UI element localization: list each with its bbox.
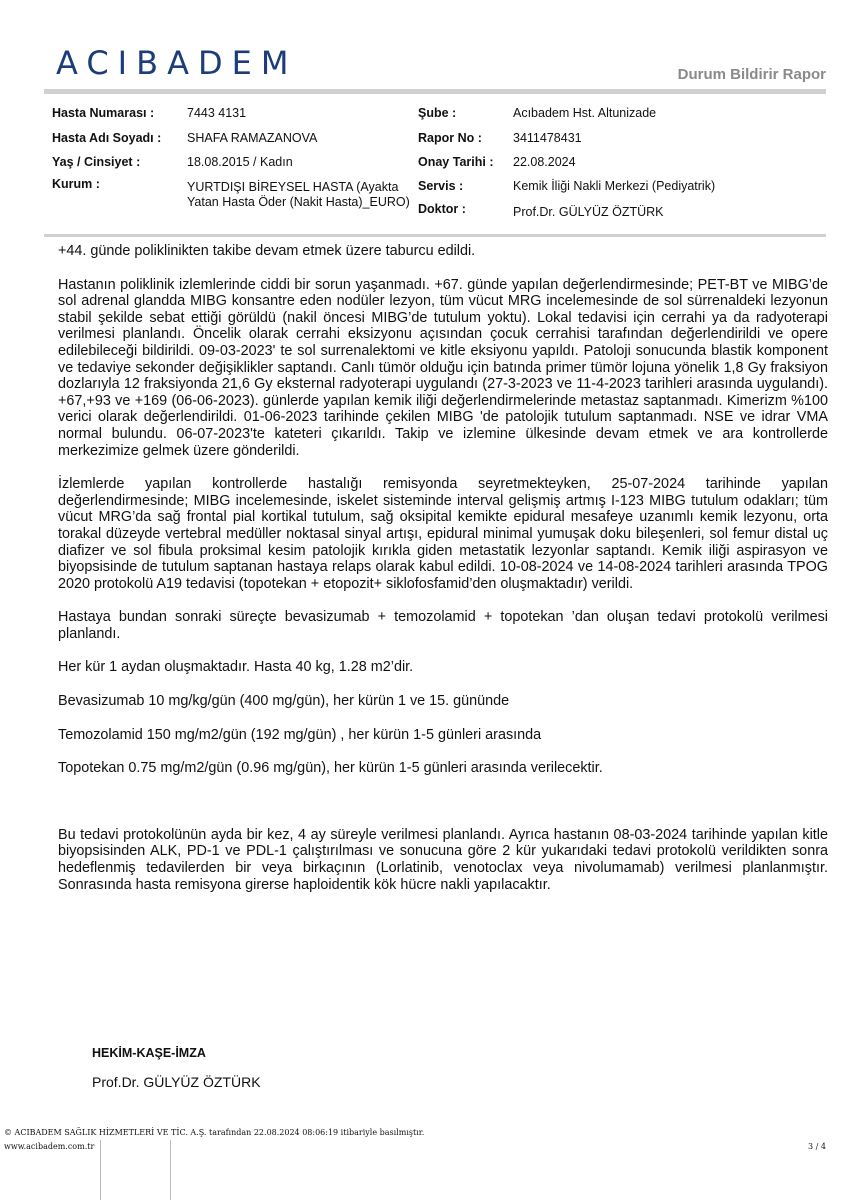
patient-name-label: Hasta Adı Soyadı :: [52, 131, 162, 145]
paragraph-bevacizumab: Bevasizumab 10 mg/kg/gün (400 mg/gün), her kürün 1 ve 15. gününde: [58, 693, 510, 710]
age-gender: 18.08.2015 / Kadın: [187, 155, 293, 169]
paragraph-cycle: Her kür 1 aydan oluşmaktadır. Hasta 40 kg, 1.28 m2’dir.: [58, 659, 414, 676]
paragraph-temozolamide: Temozolamid 150 mg/m2/gün (192 mg/gün) , her kürün 1-5 günleri arasında: [58, 726, 542, 743]
branch-label: Şube :: [418, 106, 457, 120]
institution: YURTDIŞI BİREYSEL HASTA (Ayakta Yatan Hasta Öder (Nakit Hasta)_EURO): [187, 180, 410, 209]
report-no-label: Rapor No :: [418, 131, 482, 145]
signature-label: HEKİM-KAŞE-İMZA: [92, 1046, 206, 1060]
patient-number-label: Hasta Numarası :: [52, 106, 155, 120]
paragraph-plan: Bu tedavi protokolünün ayda bir kez, 4 ay süreyle verilmesi planlandı. Ayrıca hastanın 08-03-2024 tarihinde yapılan kitle biyopsisinden ALK, PD-1 ve PDL-1 çalıştırılması ve sonucuna göre 2 kür yukarıdaki tedavi protokolü verildikten sonra hedeflenmiş tedavilerden bir veya birkaçının (Lorlatinib, venotoclax veya nivolumamab) verilmesi planlanmıştır. Sonrasında hasta remisyona girerse haploidentik kök hücre nakli yapılacaktır.: [58, 826, 828, 893]
patient-number: 7443 4131: [187, 106, 247, 120]
footer-website: www.acibadem.com.tr: [4, 1142, 95, 1151]
service: Kemik İliği Nakli Merkezi (Pediyatrik): [513, 179, 716, 193]
doctor: Prof.Dr. GÜLYÜZ ÖZTÜRK: [513, 205, 664, 219]
approval-date: 22.08.2024: [513, 155, 576, 169]
header-divider: [44, 89, 826, 94]
footer-divider-right: [170, 1140, 171, 1200]
paragraph-discharge: +44. günde poliklinikten takibe devam etmek üzere taburcu edildi.: [58, 243, 476, 259]
footer-copyright: © ACIBADEM SAĞLIK HİZMETLERİ VE TİC. A.Ş. tarafından 22.08.2024 08:06:19 itibariyle basılmıştır.: [4, 1128, 425, 1137]
paragraph-relapse: İzlemlerde yapılan kontrollerde hastalığı remisyonda seyretmekteyken, 25-07-2024 tarihinde yapılan değerlendirmesinde; MIBG incelemesinde, iskelet sisteminde interval gelişmiş artmış I-123 MIBG tutulum odakları; tüm vücut MRG’da sağ frontal pial kortikal tutulum, sağ oksipital kemikte epidural mesafeye uzanımlı kemik lezyonu, orta torakal düzeyde vertebral medüller noktasal sinyal artışı, epidural minimal yumuşak doku bileşenleri, sol femur distal uç diafizer ve sol fibula proksimal kesim patolojik kırıkla giden metastatik lezyonlar saptandı. Kemik iliği aspirasyon ve biyopsisinde de tutulum saptanan hastaya relaps olarak kabul edildi. 10-08-2024 ve 14-08-2024 tarihleri arasında TPOG 2020 protokolü A19 tedavisi (topotekan + etopozit+ siklofosfamid’den oluşmaktadır) verildi.: [58, 476, 828, 592]
report-body: [58, 243, 828, 910]
footer-divider-left: [100, 1140, 101, 1200]
paragraph-topotecan: Topotekan 0.75 mg/m2/gün (0.96 mg/gün), her kürün 1-5 günleri arasında verilecektir.: [58, 760, 603, 777]
report-title: Durum Bildirir Rapor: [677, 66, 826, 83]
age-gender-label: Yaş / Cinsiyet :: [52, 155, 141, 169]
doctor-label: Doktor :: [418, 202, 466, 216]
report-no: 3411478431: [513, 131, 582, 145]
patient-name: SHAFA RAMAZANOVA: [187, 131, 318, 145]
info-divider: [44, 234, 826, 237]
hospital-logo: ACIBADEM: [56, 44, 298, 82]
paragraph-follow-up: Hastanın poliklinik izlemlerinde ciddi bir sorun yaşanmadı. +67. günde yapılan değerlendirmesinde; PET-BT ve MIBG’de sol adrenal glandda MIBG konsantre eden nodüler lezyon, tüm vücut MRG incelemesinde de sol sürrenaldeki lezyonun stabil şekilde sebat ettiği görüldü (nakil öncesi MIBG’de tutulum yoktu). Lokal tedavisi için cerrahi ya da radyoterapi verilmesi planlandı. Öncelik olarak cerrahi eksizyonu açısından çocuk cerrahisi tarafından değerlendirildi ve opere edilebileceği bildirildi. 09-03-2023' te sol surrenalektomi ve kitle eksiyonu yapıldı. Patoloji sonucunda blastik komponent ve tedaviye sekonder değişiklikler saptandı. Canlı tümör olduğu için batında primer tümör lojuna yönelik 1,8 Gy fraksiyon dozlarıyla 12 fraksiyonda 21,6 Gy eksternal radyoterapi uygulandı (27-3-2023 ve 11-4-2023 tarihleri arasında uygulandı). +67,+93 ve +169 (06-06-2023). günlerde yapılan kemik iliği değerlendirmelerinde metastaz saptanmadı. Kimerizm %100 verici olarak değerlendirildi. 01-06-2023 tarihinde çekilen MIBG 'de patolojik tutulum saptanmadı. NSE ve idrar VMA normal bulundu. 06-07-2023'te kateteri çıkarıldı. Takip ve izlemine ülkesinde devam etmek ve ara kontrollerde merkezimize gelmek üzere gönderildi.: [58, 276, 828, 459]
signature-name: Prof.Dr. GÜLYÜZ ÖZTÜRK: [92, 1074, 261, 1090]
page-number: 3 / 4: [808, 1142, 826, 1151]
approval-date-label: Onay Tarihi :: [418, 155, 494, 169]
paragraph-protocol: Hastaya bundan sonraki süreçte bevasizumab + temozolamid + topotekan ’dan oluşan tedavi protokolü verilmesi planlandı.: [58, 609, 828, 642]
branch: Acıbadem Hst. Altunizade: [513, 106, 657, 120]
service-label: Servis :: [418, 179, 464, 193]
institution-label: Kurum :: [52, 177, 100, 191]
